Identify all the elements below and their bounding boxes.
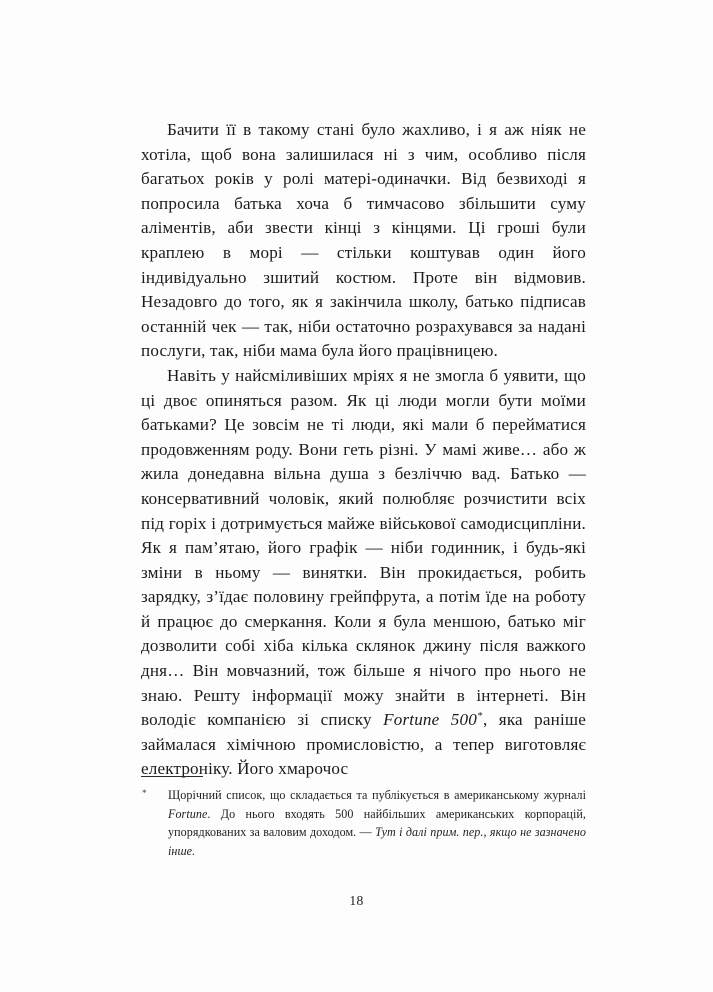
footnote-reference-marker[interactable]: * xyxy=(477,710,483,722)
page-number: 18 xyxy=(349,893,364,908)
footnote-marker-icon: * xyxy=(142,788,147,798)
paragraph-2 xyxy=(141,364,586,782)
paragraph-2-text-tail: , яка раніше займалася хімічною промисловістю, а тепер виготовляє електроніку. Його хмарочос xyxy=(141,710,586,779)
fortune-500-italic: Fortune 500 xyxy=(383,710,477,730)
footnote-text xyxy=(141,786,586,860)
footnote-run-3: . До нього входять 500 найбільших американських корпорацій, упорядкованих за валовим доходом. — xyxy=(168,806,586,839)
paragraph-1-text: Бачити її в такому стані було жахливо, і я аж ніяк не хотіла, щоб вона залишилася ні з чим, особливо після багатьох років у ролі матері-одиначки. Від безвиході я попросила батька хоча б тимчасово збільшити суму аліментів, аби звести кінці з кінцями. Ці гроші були краплею в морі — стільки коштував один його індивідуально зшитий костюм. Проте він відмовив. Незадовго до того, як я закінчила школу, батько підписав останній чек — так, ніби остаточно розрахувався за надані послуги, так, ніби мама була його працівницею. xyxy=(141,120,586,361)
footnote-fortune-italic: Fortune xyxy=(168,806,208,821)
footnote-translator-note-italic: Тут і далі прим. пер., якщо не зазначено інше. xyxy=(168,825,586,858)
paragraph-1 xyxy=(141,118,586,364)
paragraph-2-text-lead: Навіть у найсміливіших мріях я не змогла б уявити, що ці двоє опиняться разом. Як ці люди могли бути моїми батьками? Це зовсім не ті люди, які мали б перейматися продовженням роду. Вони геть різні. У мамі живе… або ж жила донедавна вільна душа з безліччю вад. Батько — консервативний чоловік, який полюбляє розчистити всіх під горіх і дотримується майже військової самодисципліни. Як я пам’ятаю, його графік — ніби годинник, і будь-які зміни в ньому — винятки. Він прокидається, робить зарядку, з’їдає половину грейпфрута, а потім їде на роботу й працює до смеркання. Коли я була меншою, батько міг дозволити собі хіба кілька склянок джину після важкого дня… Він мовчазний, тож більше я нічого про нього не знаю. Решту інформації можу знайти в інтернеті. Він володіє компанією зі списку xyxy=(141,365,586,730)
footnote-run-1: Щорічний список, що складається та публікується в американському журналі xyxy=(168,788,586,802)
body-text-block xyxy=(141,118,586,782)
footnote-area xyxy=(141,776,586,860)
footnote-separator-rule xyxy=(141,776,203,777)
